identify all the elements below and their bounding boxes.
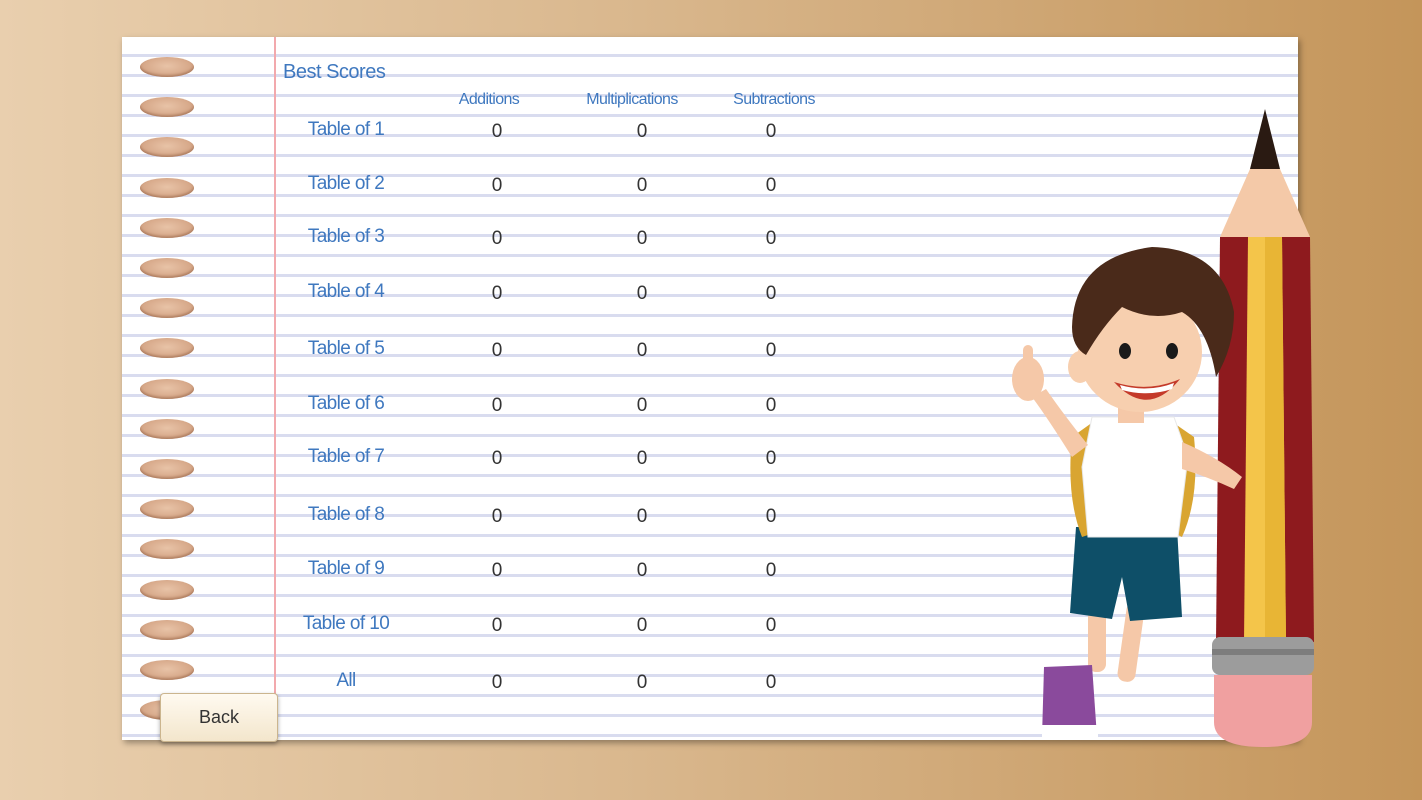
spiral-ring-icon: [140, 57, 194, 77]
pencil-icon: [1212, 109, 1314, 747]
score-cell: 0: [636, 560, 648, 581]
score-cell: 0: [491, 672, 503, 693]
score-cell: 0: [765, 121, 777, 142]
score-cell: 0: [491, 560, 503, 581]
score-cell: 0: [765, 175, 777, 196]
score-row-label: Table of 6: [307, 393, 385, 414]
spiral-ring-icon: [140, 338, 194, 358]
score-row-label: Table of 4: [307, 281, 385, 302]
score-row-label: Table of 8: [307, 504, 385, 525]
score-cell: 0: [491, 228, 503, 249]
score-cell: 0: [765, 506, 777, 527]
notebook-margin-line: [274, 37, 276, 740]
score-cell: 0: [636, 448, 648, 469]
score-cell: 0: [765, 560, 777, 581]
score-row-label: Table of 5: [307, 338, 385, 359]
spiral-ring-icon: [140, 660, 194, 680]
score-cell: 0: [765, 615, 777, 636]
score-cell: 0: [636, 672, 648, 693]
column-header-multiplications: Multiplications: [586, 91, 678, 108]
score-cell: 0: [491, 615, 503, 636]
spiral-ring-icon: [140, 298, 194, 318]
score-cell: 0: [765, 283, 777, 304]
score-cell: 0: [636, 340, 648, 361]
spiral-ring-icon: [140, 137, 194, 157]
score-row-label: Table of 3: [307, 226, 385, 247]
score-cell: 0: [636, 506, 648, 527]
spiral-ring-icon: [140, 379, 194, 399]
score-row-label: Table of 10: [302, 613, 390, 634]
spiral-ring-icon: [140, 620, 194, 640]
score-cell: 0: [491, 283, 503, 304]
score-cell: 0: [765, 228, 777, 249]
column-header-additions: Additions: [458, 91, 520, 108]
score-row-label: All: [336, 670, 356, 691]
score-cell: 0: [765, 340, 777, 361]
score-cell: 0: [491, 121, 503, 142]
column-header-subtractions: Subtractions: [733, 91, 815, 108]
boy-icon: [1012, 247, 1242, 737]
score-row-label: Table of 1: [307, 119, 385, 140]
spiral-ring-icon: [140, 97, 194, 117]
score-cell: 0: [765, 395, 777, 416]
score-cell: 0: [491, 395, 503, 416]
score-cell: 0: [636, 615, 648, 636]
page-title: Best Scores: [283, 61, 386, 83]
spiral-ring-icon: [140, 419, 194, 439]
spiral-ring-icon: [140, 459, 194, 479]
spiral-ring-icon: [140, 258, 194, 278]
score-cell: 0: [765, 448, 777, 469]
score-row-label: Table of 9: [307, 558, 385, 579]
score-cell: 0: [636, 175, 648, 196]
score-cell: 0: [636, 228, 648, 249]
score-row-label: Table of 7: [307, 446, 385, 467]
spiral-ring-icon: [140, 539, 194, 559]
notebook-page: [122, 37, 1298, 740]
spiral-ring-icon: [140, 499, 194, 519]
score-cell: 0: [636, 121, 648, 142]
score-cell: 0: [636, 395, 648, 416]
spiral-ring-icon: [140, 580, 194, 600]
spiral-ring-icon: [140, 218, 194, 238]
score-cell: 0: [491, 506, 503, 527]
boy-with-pencil-illustration: [1002, 97, 1332, 757]
score-cell: 0: [491, 448, 503, 469]
score-cell: 0: [636, 283, 648, 304]
back-button[interactable]: Back: [160, 693, 278, 742]
score-cell: 0: [491, 175, 503, 196]
score-cell: 0: [491, 340, 503, 361]
spiral-ring-icon: [140, 178, 194, 198]
score-row-label: Table of 2: [307, 173, 385, 194]
score-cell: 0: [765, 672, 777, 693]
